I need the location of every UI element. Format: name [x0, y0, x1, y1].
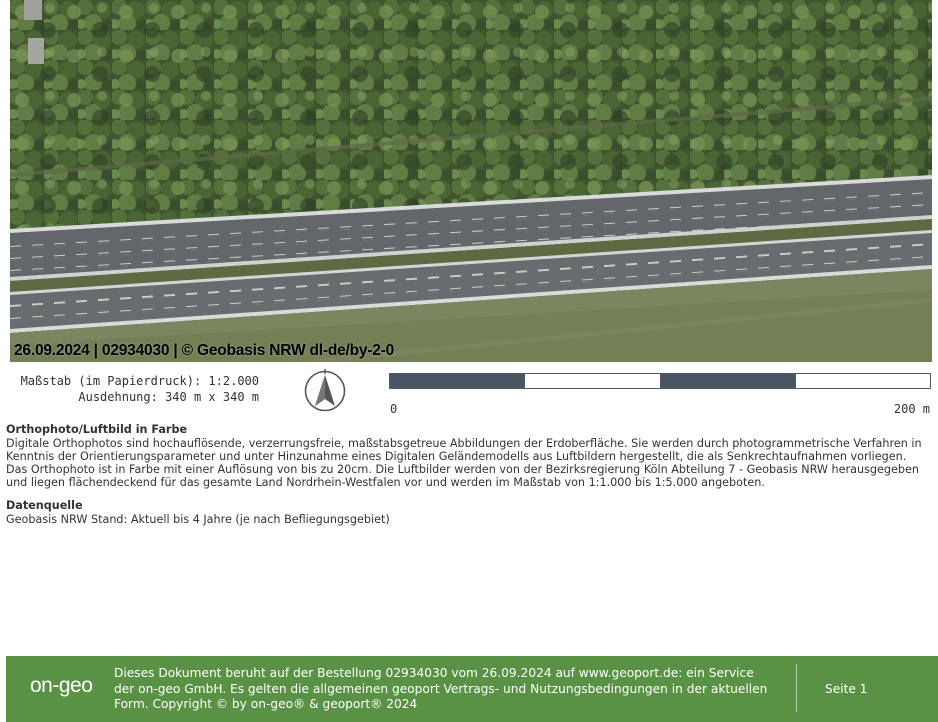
source-title: Datenquelle	[6, 499, 83, 512]
scale-bar-end-label: 200 m	[893, 402, 930, 416]
scale-info	[21, 373, 259, 405]
page-number: Seite 1	[825, 682, 868, 696]
scale-bar-segment	[795, 374, 930, 388]
on-geo-logo: on-geo	[30, 674, 93, 697]
scale-bar-segment	[390, 374, 524, 388]
description-section	[6, 423, 926, 536]
aerial-photo-image	[10, 0, 932, 362]
extent: Ausdehnung: 340 m x 340 m	[78, 390, 259, 404]
north-arrow-icon	[303, 369, 347, 413]
photo-caption: 26.09.2024 | 02934030 | © Geobasis NRW dl-de/by-2-0	[14, 342, 395, 359]
footer-text: Dieses Dokument beruht auf der Bestellung 02934030 vom 26.09.2024 auf www.geoport.de: ein Service der on-geo GmbH. Es gelten die allgemeinen geoport Vertrags- und Nutzungsbedingungen in der aktuellen Form. Copyright © by on-geo® & geoport® 2024	[114, 666, 768, 711]
scale-bar-start-label: 0	[390, 402, 398, 416]
scale-ratio: Maßstab (im Papierdruck): 1:2.000	[20, 374, 259, 388]
description-body: Digitale Orthophotos sind hochauflösende, verzerrungsfreie, maßstabsgetreue Abbildungen der Erdoberfläche. Sie werden durch photogrammetrische Verfahren in Kenntnis der Orientierungsparameter und unter Hinzunahme eines Digitalen Geländemodells aus Luftbildern hergestellt, die als Senkrechtaufnahmen vorliegen. Das Orthophoto ist in Farbe mit einer Auflösung von bis zu 20cm. Die Luftbilder werden von der Bezirksregierung Köln Abteilung 7 - Geobasis NRW herausgegeben und liegen flächendeckend für das gesamte Land Nordrhein-Westfalen vor und werden im Maßstab von 1:1.000 bis 1:5.000 angeboten.	[6, 437, 922, 489]
scale-bar-segment	[661, 374, 795, 388]
description-title: Orthophoto/Luftbild in Farbe	[6, 423, 188, 436]
scale-bar-segment	[524, 374, 660, 388]
aerial-photo	[10, 0, 932, 362]
scale-bar	[389, 373, 931, 389]
footer-divider	[796, 664, 797, 712]
source-body: Geobasis NRW Stand: Aktuell bis 4 Jahre (je nach Befliegungsgebiet)	[6, 513, 390, 526]
footer	[6, 656, 938, 722]
